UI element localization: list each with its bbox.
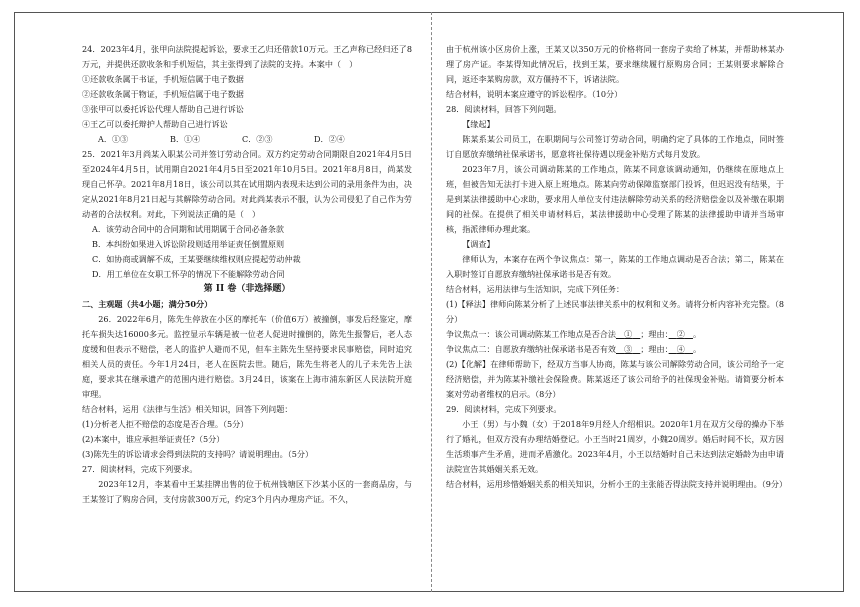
q29-ask: 结合材料，运用珍惜婚姻关系的相关知识，分析小王的主张能否得法院支持并说明理由。（9分）	[446, 479, 788, 489]
q25-option-a: A．该劳动合同中的合同期和试用期属于合同必备条款	[92, 224, 285, 234]
q28-tag-investigation: 【调查】	[462, 239, 495, 249]
q26-sub-1: (1)分析老人拒不赔偿的态度是否合理。（5分）	[82, 419, 249, 429]
q27-material-cont: 由于杭州该小区房价上涨，王某又以350万元的价格将同一套房子卖给了林某，并帮助林某办理了房产证。李某得知此情况后，找到王某，要求继续履行原购房合同；王某则要求解除合同，返还李某购房款，双方僵持不下，诉诸法院。	[446, 44, 784, 84]
section-2-heading: 二、主观题（共4小题；满分50分）	[82, 299, 213, 309]
column-divider	[431, 12, 432, 592]
q26-sub-3: (3)陈先生的诉讼请求会得到法院的支持吗？请说明理由。（5分）	[82, 449, 314, 459]
q28-para-3: 律师认为，本案存在两个争议焦点：第一，陈某的工作地点调动是否合法；第二，陈某在入职时签订自愿放弃缴纳社保承诺书是否有效。	[446, 254, 784, 279]
focus-2-reason-label: ；理由：	[640, 344, 669, 354]
q28-task-1: (1)【释法】律师向陈某分析了上述民事法律关系中的权利和义务。请将分析内容补充完整。（8分）	[446, 299, 784, 324]
q24-option-2: ②还款收条属于物证，手机短信属于电子数据	[82, 89, 244, 99]
q29-para-1: 小王（男）与小魏（女）于2018年9月经人介绍相识。2020年1月在双方父母的操办下举行了婚礼，但双方没有办理结婚登记。小王当时21周岁，小魏20周岁。婚后时间不长，双方因生活琐事产生矛盾，进而矛盾激化。2023年4月，小王以结婚时自己未达到法定婚龄为由申请法院宣告其婚姻关系无效。	[446, 419, 784, 474]
left-column	[82, 42, 412, 507]
q28-para-2: 2023年7月，该公司调动陈某的工作地点，陈某不同意该调动通知，仍继续在原地点上班，但被告知无法打卡进入原上班地点。陈某向劳动保障监察部门投诉，但迟迟没有结果，于是到某法律援助中心求助，要求用人单位支付违法解除劳动关系的经济赔偿金以及补缴在职期间的社保。在提供了相关申请材料后，某法律援助中心受理了陈某的法律援助申请并当场审核，指派律师办理此案。	[446, 164, 784, 234]
question-24: 24．2023年4月，张甲向法院提起诉讼，要求王乙归还借款10万元。王乙声称已经归还了8万元，并提供还款收条和手机短信，其主张得到了法院的支持。本案中（ ）	[82, 44, 412, 69]
q27-ask: 结合材料，说明本案应遵守的诉讼程序。（10分）	[446, 89, 623, 99]
blank-1-number: ①	[624, 329, 633, 339]
q26-sub-2: (2)本案中，谁应承担举证责任?（5分）	[82, 434, 225, 444]
q27-material: 2023年12月，李某看中王某挂牌出售的位于杭州钱塘区下沙某小区的一套商品房，与王某签订了购房合同，支付房款300万元，约定3个月内办理房产证。不久，	[82, 479, 412, 504]
q24-option-3: ③张甲可以委托诉讼代理人帮助自己进行诉讼	[82, 104, 244, 114]
question-26: 26．2022年6月，陈先生停放在小区的摩托车（价值6万）被撞倒，事发后经鉴定，摩托车损失达16000多元。监控显示车辆是被一位老人促进时撞倒的，陈先生报警后，老人态度缓和但表示不赔偿，老人的监护人避而不见，但车主陈先生坚持要求民事赔偿，同时追究相关人员的责任。今年1月24日，老人在医院去世。随后，陈先生将老人的儿子未先告上法庭，要求其在继承遗产的范围内进行赔偿。3月24日，该案在上海市浦东新区人民法院开庭审理。	[82, 314, 412, 399]
blank-4[interactable]	[669, 344, 693, 354]
q25-option-d: D．用工单位在女职工怀孕的情况下不能解除劳动合同	[92, 269, 285, 279]
q26-lead: 结合材料，运用《法律与生活》相关知识，回答下列问题：	[82, 404, 293, 414]
q28-task-2: (2)【化解】在律师帮助下，经双方当事人协商，陈某与该公司解除劳动合同，该公司给予一定经济赔偿，并为陈某补缴社会保险费。陈某返还了该公司给予的社保现金补贴。请简要分析本案对劳动者维权的启示。（8分）	[446, 359, 784, 399]
blank-3-number: ③	[624, 344, 633, 354]
question-28: 28．阅读材料，回答下列问题。	[446, 104, 562, 114]
blank-4-number: ④	[676, 344, 685, 354]
q28-lead: 结合材料，运用法律与生活知识，完成下列任务：	[446, 284, 625, 294]
blank-2[interactable]	[669, 329, 693, 339]
q28-para-1: 陈某系某公司员工，在职期间与公司签订劳动合同，明确约定了具体的工作地点，同时签订自愿放弃缴纳社保承诺书，愿意将社保待遇以现金补贴方式每月发放。	[446, 134, 784, 159]
part-2-title: 第 II 卷（非选择题）	[203, 284, 291, 294]
q24-option-1: ①还款收条属于书证，手机短信属于电子数据	[82, 74, 244, 84]
q24-choice-a: A．①③	[98, 134, 129, 144]
blank-3[interactable]	[616, 344, 640, 354]
question-27: 27．阅读材料，完成下列要求。	[82, 464, 198, 474]
q25-option-b: B．本纠纷如果进入诉讼阶段则适用举证责任倒置原则	[92, 239, 285, 249]
q24-choice-c: C．②③	[242, 134, 273, 144]
q25-option-c: C．如协商或调解不成，王某要继续维权则应提起劳动仲裁	[92, 254, 301, 264]
blank-1[interactable]	[616, 329, 640, 339]
q28-tag-origin: 【缘起】	[462, 119, 495, 129]
focus-2-text: 争议焦点二：自愿放弃缴纳社保承诺书是否有效	[446, 344, 616, 354]
q28-focus-2: 争议焦点二：自愿放弃缴纳社保承诺书是否有效 ③ ；理由： ④ 。	[446, 344, 702, 354]
focus-1-reason-label: ；理由：	[640, 329, 669, 339]
q28-focus-1: 争议焦点一：该公司调动陈某工作地点是否合法 ① ；理由： ② 。	[446, 329, 702, 339]
q24-option-4: ④王乙可以委托辩护人帮助自己进行诉讼	[82, 119, 228, 129]
question-25: 25．2021年3月尚某入职某公司并签订劳动合同。双方约定劳动合同期限自2021年4月5日至2024年4月5日，试用期自2021年4月5日至2021年10月5日。2021年8月8日，尚某发现自己怀孕。2021年8月18日，该公司以其在试用期内表现未达到公司的录用条件为由，决定从2021年8月21日起与其解除劳动合同。对此尚某表示不服，认为公司侵犯了自己作为劳动者的合法权利。对此，下列说法正确的是（ ）	[82, 149, 412, 219]
focus-1-text: 争议焦点一：该公司调动陈某工作地点是否合法	[446, 329, 616, 339]
q24-choices	[98, 132, 412, 147]
right-column	[446, 42, 788, 492]
q24-choice-d: D．②④	[314, 134, 345, 144]
blank-2-number: ②	[676, 329, 685, 339]
question-29: 29．阅读材料，完成下列要求。	[446, 404, 562, 414]
q24-choice-b: B．①④	[170, 134, 201, 144]
